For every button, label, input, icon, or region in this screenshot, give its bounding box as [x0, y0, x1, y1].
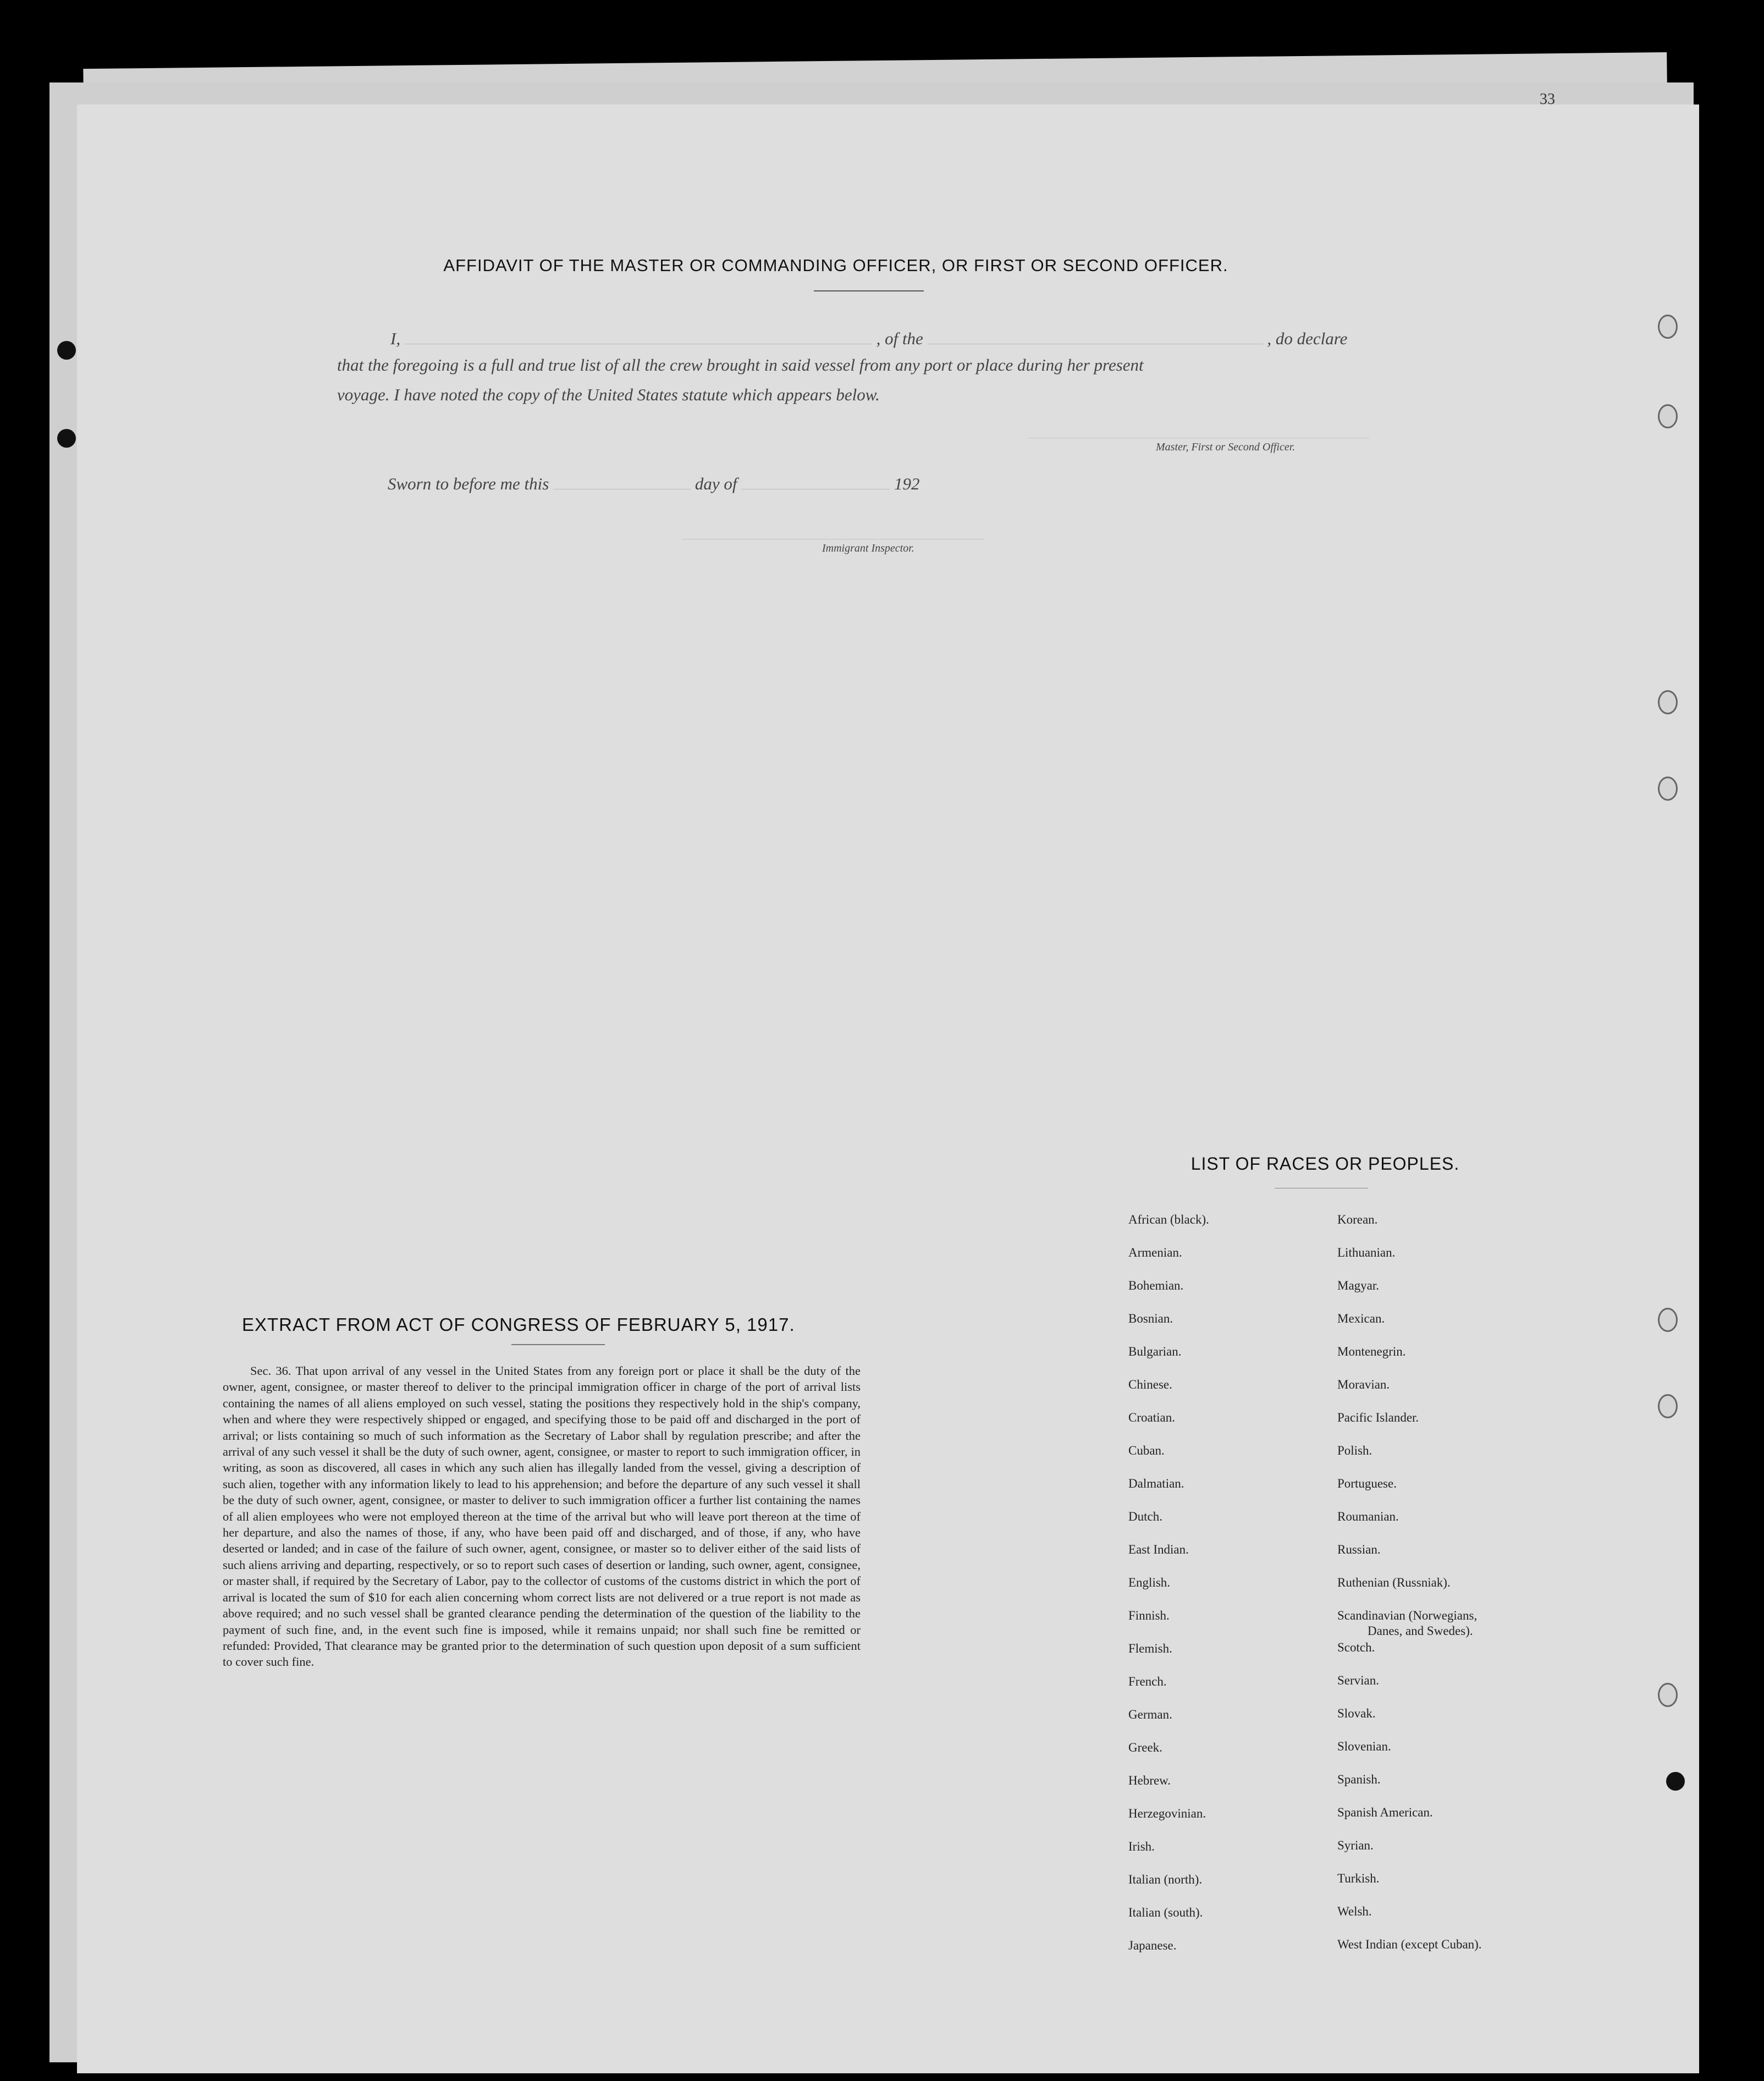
- divider: [511, 1344, 605, 1345]
- punch-hole-icon: [1658, 1683, 1678, 1707]
- race-item: Italian (north).: [1128, 1873, 1203, 1886]
- punch-hole-icon: [1666, 1772, 1685, 1791]
- punch-hole-icon: [1658, 315, 1678, 339]
- affidavit-do-declare: , do declare: [1267, 329, 1348, 348]
- race-item: Japanese.: [1128, 1939, 1177, 1952]
- race-item: German.: [1128, 1708, 1172, 1721]
- race-item: Pacific Islander.: [1337, 1411, 1419, 1424]
- affidavit-i: I,: [390, 329, 401, 348]
- race-item: Croatian.: [1128, 1411, 1175, 1424]
- race-item: Chinese.: [1128, 1378, 1172, 1391]
- race-item: Spanish American.: [1337, 1805, 1433, 1819]
- race-item: Scotch.: [1337, 1640, 1375, 1654]
- race-item: Irish.: [1128, 1840, 1155, 1853]
- race-item: Moravian.: [1337, 1378, 1390, 1391]
- races-title: LIST OF RACES OR PEOPLES.: [1190, 1154, 1460, 1174]
- vessel-blank: [928, 343, 1263, 344]
- inspector-caption: Immigrant Inspector.: [822, 542, 914, 554]
- race-item: Greek.: [1128, 1741, 1162, 1754]
- page-number: 33: [1540, 91, 1555, 108]
- punch-hole-icon: [1658, 1394, 1678, 1418]
- race-item: Polish.: [1337, 1444, 1372, 1457]
- race-item: Ruthenian (Russniak).: [1337, 1576, 1451, 1589]
- affidavit-line-3: voyage. I have noted the copy of the United States statute which appears below.: [337, 385, 880, 404]
- punch-hole-icon: [57, 341, 76, 360]
- punch-hole-icon: [1658, 404, 1678, 428]
- race-item: Lithuanian.: [1337, 1246, 1396, 1259]
- race-item: Montenegrin.: [1337, 1345, 1406, 1358]
- name-blank: [405, 343, 872, 344]
- race-item: Bulgarian.: [1128, 1345, 1182, 1358]
- punch-hole-icon: [57, 429, 76, 448]
- master-caption: Master, First or Second Officer.: [1156, 441, 1296, 453]
- race-item: East Indian.: [1128, 1543, 1189, 1556]
- race-item: Hebrew.: [1128, 1774, 1171, 1787]
- sworn-text: Sworn to before me this: [388, 474, 549, 493]
- extract-body: Sec. 36. That upon arrival of any vessel in the United States from any foreign port or place it shall be the duty of the owner, agent, consignee, or master thereof to deliver to the principal immigration officer in charge of the port of arrival lists containing the names of all aliens employed on such vessel, stating the positions they respectively hold in the ship's company, when and where they were respectively shipped or engaged, and specifying those to be paid off and discharged in the port of arrival; or lists containing so much of such information as the Secretary of Labor shall by regulation prescribe; and after the arrival of any such vessel it shall be the duty of such owner, agent, consignee, or master to report to such immigration officer, in writing, as soon as discovered, all cases in which any such alien has illegally landed from the vessel, giving a description of such alien, together with any information likely to lead to his apprehension; and before the departure of any such vessel it shall be the duty of such owner, agent, consignee, or master to deliver to such immigration officer a further list containing the names of all alien employees who were not employed thereon at the time of the arrival but who will leave port thereon at the time of her departure, and also the names of those, if any, who have been paid off and discharged, and of those, if any, who have deserted or landed; and in case of the failure of such owner, agent, consignee, or master so to deliver either of the said lists of such aliens arriving and departing, respectively, or so to report such cases of desertion or landing, such owner, agent, consignee, or master shall, if required by the Secretary of Labor, pay to the collector of customs of the customs district in which the port of arrival is located the sum of $10 for each alien concerning whom correct lists are not delivered or a true report is not made as above required; and no such vessel shall be granted clearance pending the determination of the question of the liability to the payment of such fine, and, in the event such fine is imposed, while it remains unpaid; nor shall such fine be remitted or refunded: Provided, That clearance may be granted prior to the determination of such question upon deposit of a sum sufficient to cover such fine.: [223, 1364, 861, 1669]
- race-item: Magyar.: [1337, 1279, 1380, 1292]
- race-item: Welsh.: [1337, 1904, 1372, 1918]
- race-item: Danes, and Swedes).: [1368, 1624, 1473, 1638]
- race-item: Finnish.: [1128, 1609, 1170, 1622]
- divider: [814, 290, 924, 291]
- race-item: Slovenian.: [1337, 1739, 1391, 1753]
- race-item: Herzegovinian.: [1128, 1807, 1206, 1820]
- day-of-text: day of: [694, 474, 737, 493]
- affidavit-line-2: that the foregoing is a full and true list of all the crew brought in said vessel from any port or place during her present: [337, 355, 1144, 375]
- race-item: Korean.: [1337, 1213, 1378, 1226]
- affidavit-of-the: , of the: [876, 329, 923, 348]
- month-blank: [741, 488, 890, 489]
- punch-hole-icon: [1658, 777, 1678, 801]
- race-item: Servian.: [1337, 1673, 1380, 1687]
- race-item: Turkish.: [1337, 1871, 1380, 1885]
- race-item: Flemish.: [1128, 1642, 1172, 1655]
- race-item: Dalmatian.: [1128, 1477, 1184, 1490]
- race-item: Spanish.: [1337, 1772, 1381, 1786]
- race-item: Slovak.: [1337, 1706, 1376, 1720]
- extract-title: EXTRACT FROM ACT OF CONGRESS OF FEBRUARY 5, 1917.: [242, 1314, 795, 1335]
- race-item: Cuban.: [1128, 1444, 1165, 1457]
- document-page: [77, 104, 1699, 2073]
- race-item: West Indian (except Cuban).: [1337, 1937, 1482, 1951]
- sworn-line: [388, 474, 919, 494]
- race-item: Bosnian.: [1128, 1312, 1173, 1325]
- punch-hole-icon: [1658, 1308, 1678, 1332]
- race-item: English.: [1128, 1576, 1171, 1589]
- race-item: Russian.: [1337, 1543, 1381, 1556]
- race-item: Italian (south).: [1128, 1906, 1203, 1919]
- race-item: Mexican.: [1337, 1312, 1385, 1325]
- race-item: French.: [1128, 1675, 1167, 1688]
- race-item: Dutch.: [1128, 1510, 1162, 1523]
- day-blank: [553, 488, 691, 489]
- year-text: 192: [894, 474, 920, 493]
- affidavit-title: AFFIDAVIT OF THE MASTER OR COMMANDING OFFICER, OR FIRST OR SECOND OFFICER.: [443, 256, 1228, 275]
- punch-hole-icon: [1658, 690, 1678, 714]
- race-item: Roumanian.: [1337, 1510, 1399, 1523]
- race-item: African (black).: [1128, 1213, 1209, 1226]
- race-item: Bohemian.: [1128, 1279, 1184, 1292]
- race-item: Armenian.: [1128, 1246, 1182, 1259]
- affidavit-line-1: [390, 329, 1347, 349]
- race-item: Syrian.: [1337, 1838, 1374, 1852]
- race-item: Portuguese.: [1337, 1477, 1397, 1490]
- race-item: Scandinavian (Norwegians,: [1337, 1609, 1478, 1622]
